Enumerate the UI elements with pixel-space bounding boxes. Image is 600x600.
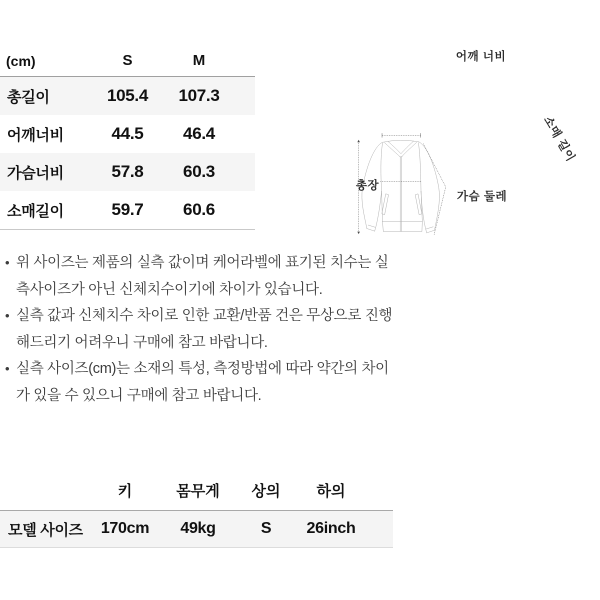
note-item: • 실측 사이즈(cm)는 소재의 특성, 측정방법에 따라 약간의 차이가 있을 수 있으니 구매에 참고 바랍니다. [5,356,397,409]
model-size-row [0,511,393,548]
diagram-label-chest-girth: 가슴 둘레 [456,191,508,203]
cell-value: 60.6 [175,191,223,230]
size-table-col-spacer [223,45,255,77]
model-col-height: 키 [88,471,162,511]
table-row [0,77,255,116]
row-label-shoulder-width: 어깨너비 [7,126,64,144]
cell-value: 46.4 [183,124,215,143]
size-table [0,45,255,230]
size-table-header-row [0,45,255,77]
model-col-top: 상의 [234,471,298,511]
model-bottom-value: 26inch [298,511,364,548]
diagram-label-shoulder-width: 어깨 너비 [455,51,507,63]
size-table-col-s: S [80,45,175,77]
cell-value: 105.4 [106,86,149,105]
model-size-table [0,471,393,548]
note-item: • 실측 값과 신체치수 차이로 인한 교환/반품 건은 무상으로 진행해드리기 어려우니 구매에 참고 바랍니다. [5,303,397,356]
size-table-col-m: M [175,45,223,77]
model-size-label: 모델 사이즈 [0,511,88,548]
cell-value: 107.3 [178,86,220,105]
model-table-header-row [0,471,393,511]
cell-value: 59.7 [80,191,175,230]
model-col-bottom: 하의 [298,471,364,511]
size-notes [5,250,397,409]
model-weight-value: 49kg [162,511,234,548]
note-item: • 위 사이즈는 제품의 실측 값이며 케어라벨에 표기된 치수는 실측사이즈가 아닌 신체치수이기에 차이가 있습니다. [5,250,397,303]
model-col-weight: 몸무게 [162,471,234,511]
row-label-chest-width: 가슴너비 [7,164,64,182]
diagram-label-sleeve-length: 소매 길이 [541,114,577,164]
row-label-total-length: 총길이 [7,88,50,106]
table-row [0,153,255,191]
model-height-value: 170cm [88,511,162,548]
table-row [0,115,255,153]
cell-value: 57.8 [111,162,144,181]
diagram-label-total-length: 총장 [355,180,380,192]
table-row [0,191,255,230]
cell-value: 44.5 [111,124,144,143]
row-label-sleeve-length: 소매길이 [0,191,80,230]
size-table-unit-label: (cm) [0,45,80,77]
cell-value: 60.3 [183,162,215,181]
model-top-value: S [234,511,298,548]
